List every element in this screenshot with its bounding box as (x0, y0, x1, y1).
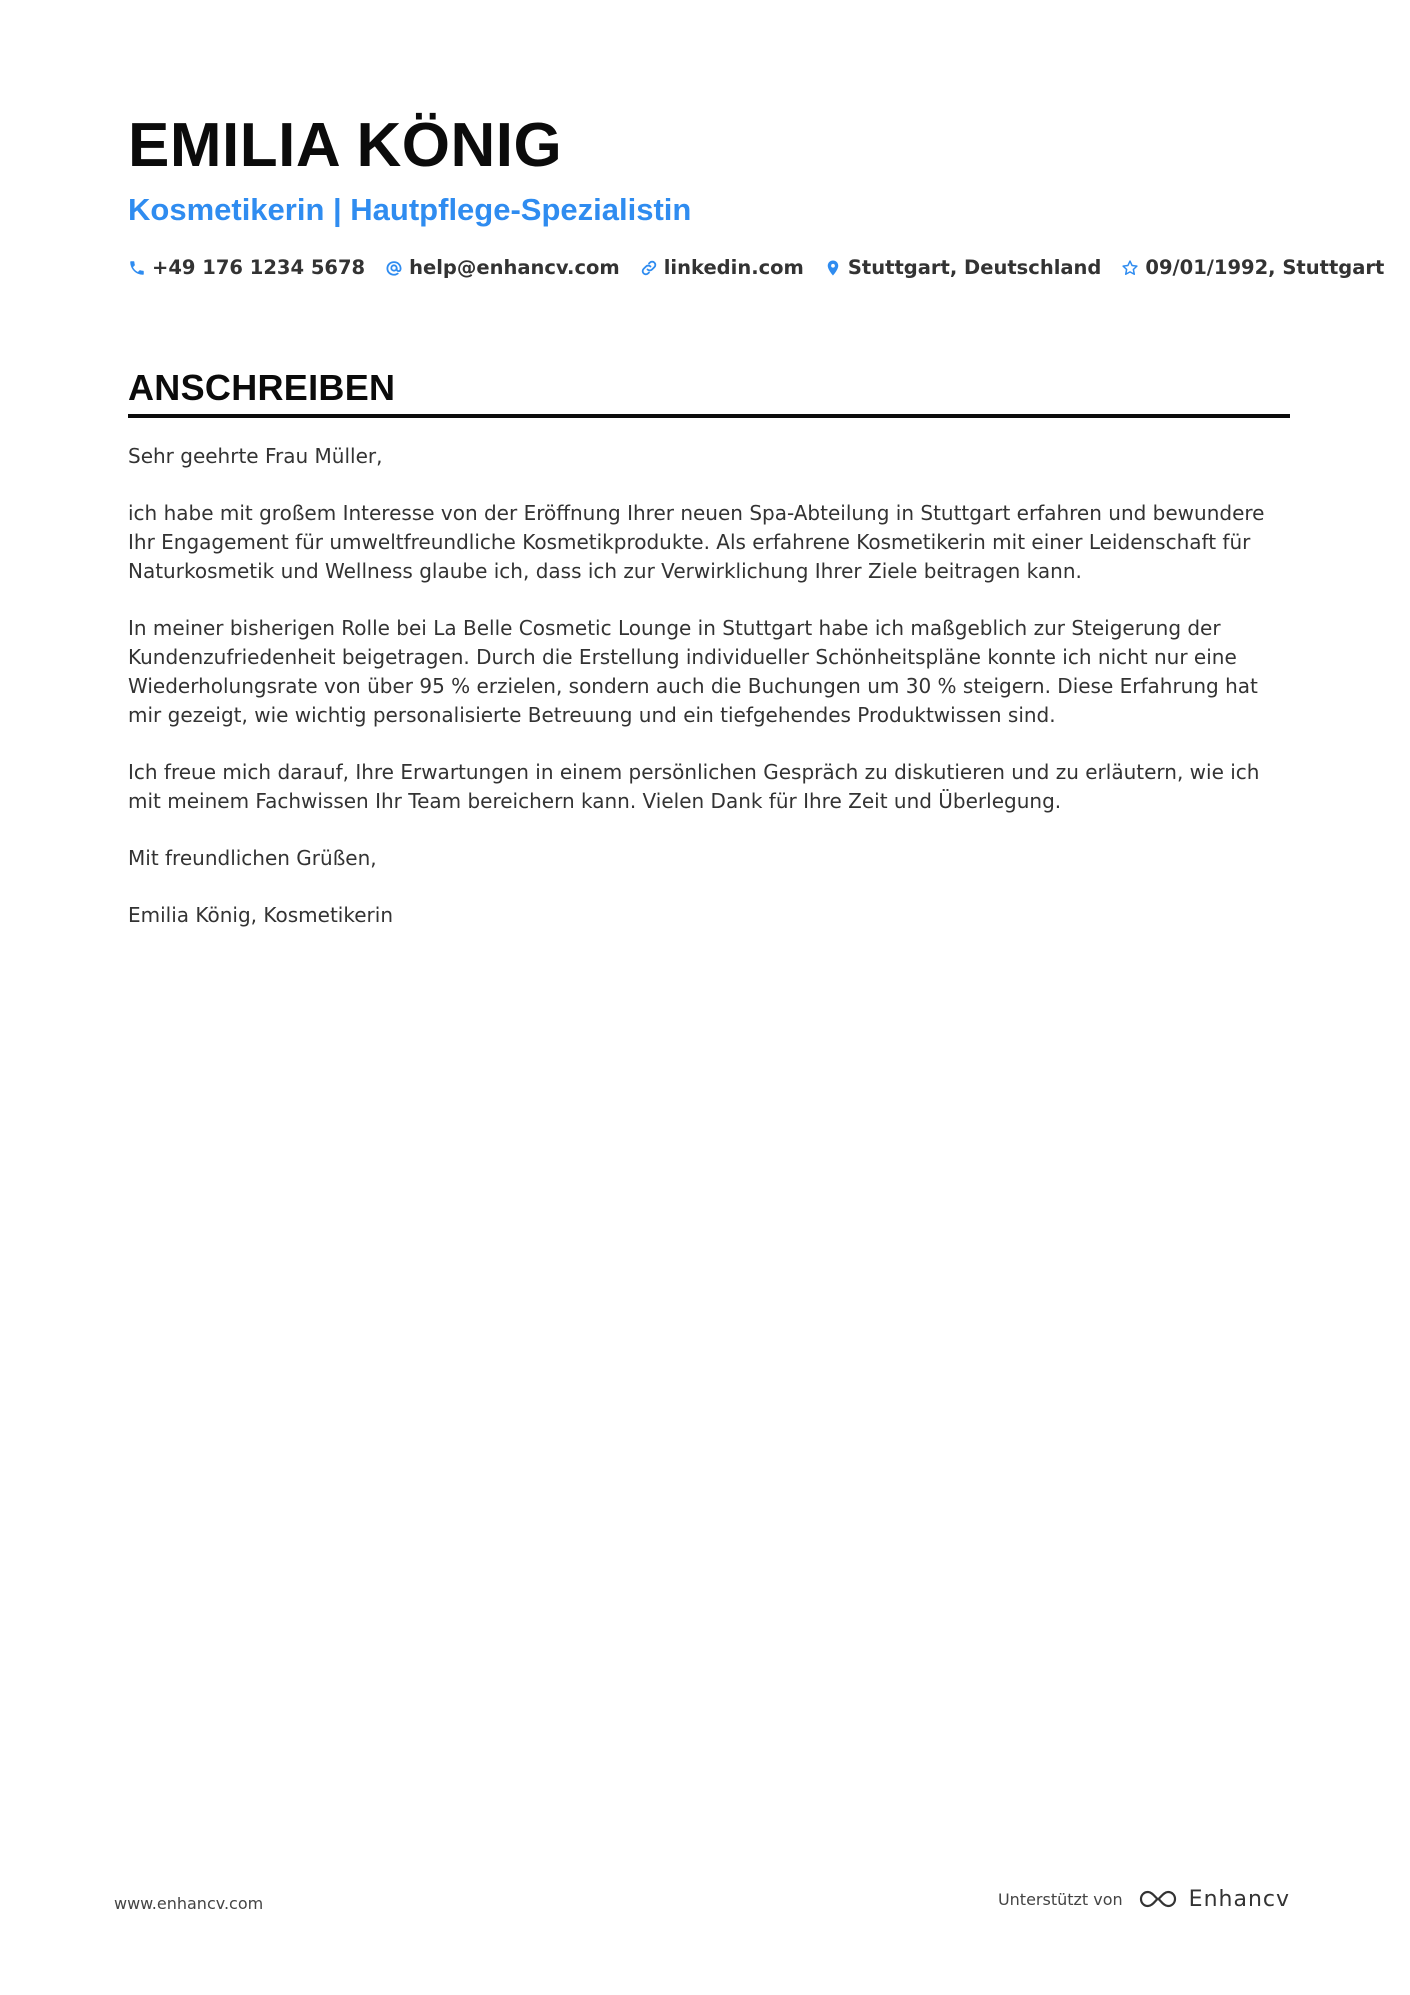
paragraph-1: ich habe mit großem Interesse von der Eröffnung Ihrer neuen Spa-Abteilung in Stuttgart erfahren und bewundere Ihr Engagement für umweltfreundliche Kosmetikprodukte. Als erfahrene Kosmetikerin mit einer Leidenschaft für Naturkosmetik und Wellness glaube ich, dass ich zur Verwirklichung Ihrer Ziele beitragen kann. (128, 501, 1265, 583)
contact-linkedin[interactable] (640, 256, 804, 279)
contact-birth (1121, 256, 1384, 279)
section-title: ANSCHREIBEN (128, 367, 396, 408)
phone-icon (128, 259, 146, 277)
contact-phone (128, 256, 365, 279)
star-icon (1121, 259, 1139, 277)
contact-location (824, 256, 1102, 279)
location-pin-icon (824, 259, 842, 277)
contact-phone-text: +49 176 1234 5678 (152, 256, 366, 279)
cover-letter-section (128, 366, 1290, 958)
salutation: Sehr geehrte Frau Müller, (128, 444, 383, 468)
at-icon (385, 259, 403, 277)
paragraph-2: In meiner bisherigen Rolle bei La Belle Cosmetic Lounge in Stuttgart habe ich maßgeblich zur Steigerung der Kundenzufriedenheit beigetragen. Durch die Erstellung individueller Schönheitspläne konnte ich nicht nur eine Wiederholungsrate von über 95 % erzielen, sondern auch die Buchungen um 30 % steigern. Diese Erfahrung hat mir gezeigt, wie wichtig personalisierte Betreuung und ein tiefgehendes Produktwissen sind. (128, 616, 1258, 727)
contact-linkedin-text: linkedin.com (663, 256, 804, 279)
closing: Mit freundlichen Grüßen, (128, 846, 377, 870)
brand-name: Enhancv (1188, 1886, 1290, 1912)
contact-birth-text: 09/01/1992, Stuttgart (1145, 256, 1385, 279)
contact-location-text: Stuttgart, Deutschland (847, 256, 1102, 279)
applicant-name: EMILIA KÖNIG (128, 111, 563, 180)
enhancv-logo-icon (1135, 1886, 1181, 1912)
contact-email[interactable] (385, 256, 620, 279)
section-divider (128, 414, 1290, 418)
job-title: Kosmetikerin | Hautpflege-Spezialistin (128, 192, 692, 227)
link-icon (640, 259, 658, 277)
footer-powered-by (998, 1886, 1290, 1912)
header (128, 110, 1385, 279)
contact-email-text: help@enhancv.com (409, 256, 620, 279)
contact-bar (128, 256, 1385, 279)
footer-website[interactable]: www.enhancv.com (114, 1894, 264, 1913)
signature: Emilia König, Kosmetikerin (128, 903, 393, 927)
paragraph-3: Ich freue mich darauf, Ihre Erwartungen in einem persönlichen Gespräch zu diskutieren und zu erläutern, wie ich mit meinem Fachwissen Ihr Team bereichern kann. Vielen Dank für Ihre Zeit und Überlegung. (128, 760, 1260, 813)
powered-by-label: Unterstützt von (997, 1889, 1123, 1909)
letter-body (128, 442, 1290, 930)
